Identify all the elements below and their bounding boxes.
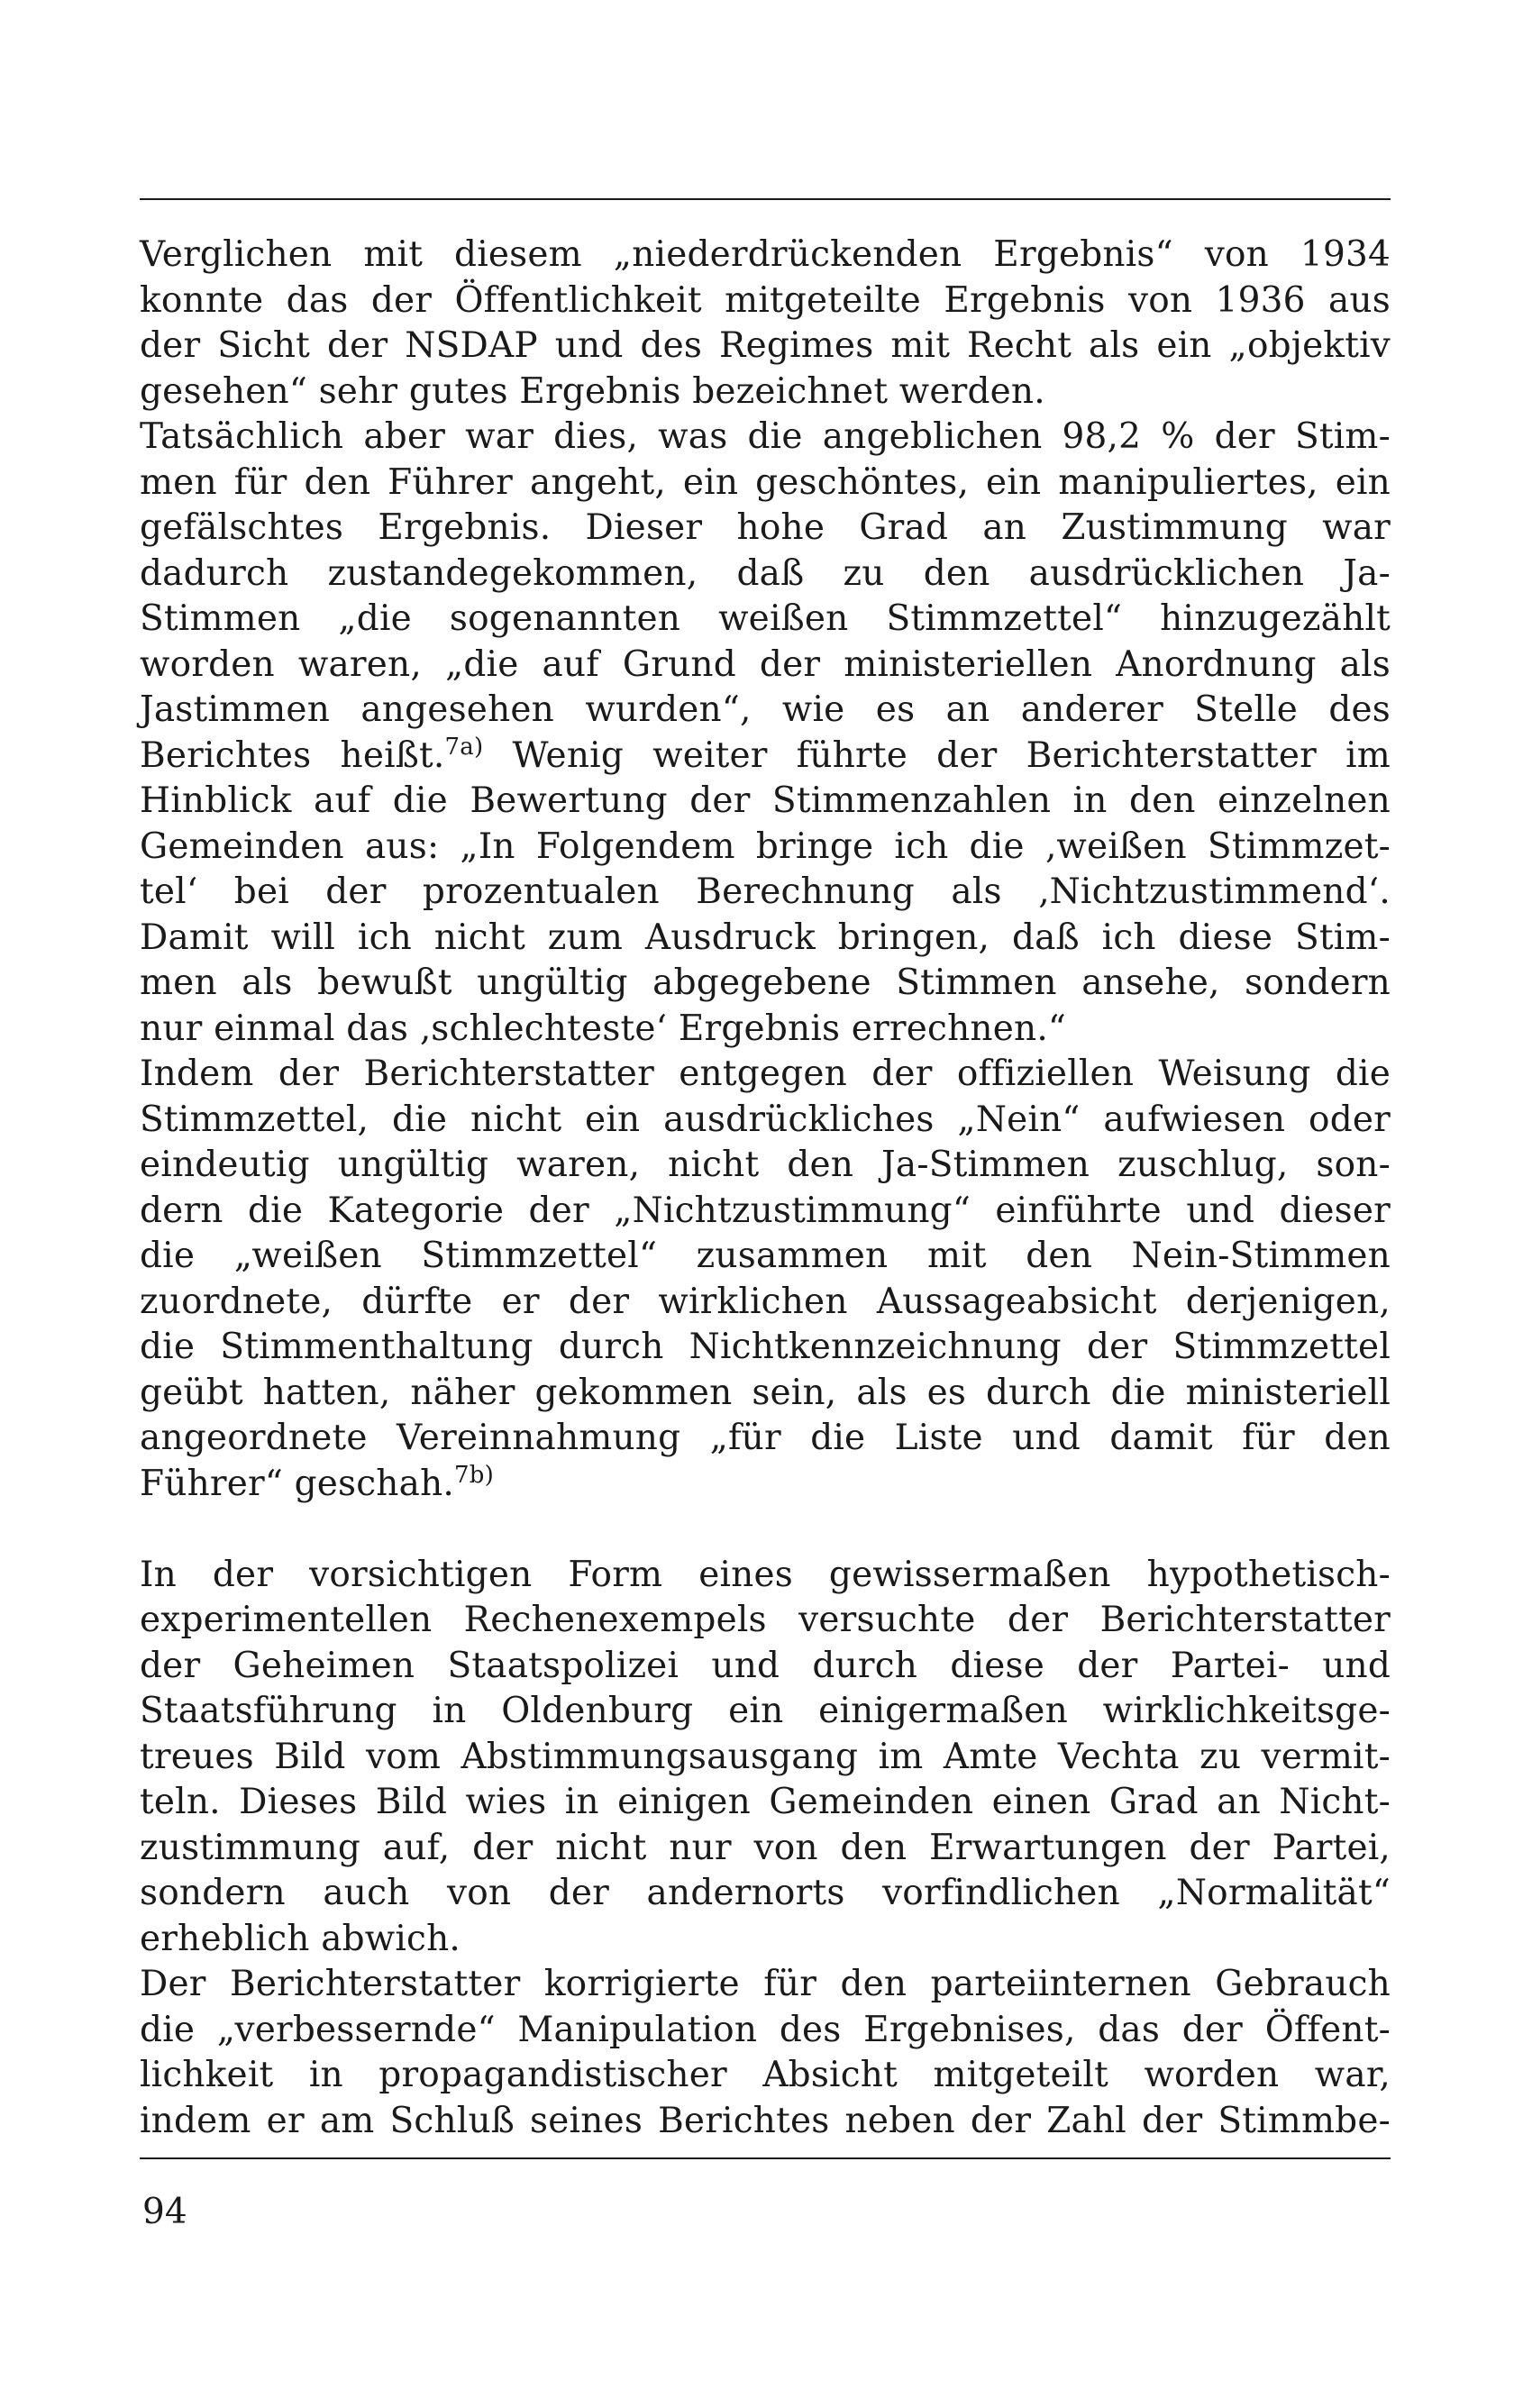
text-line-with-footnote xyxy=(140,734,1391,780)
paragraph-2 xyxy=(140,415,1391,1052)
text-segment: Wenig weiter führte der Berichterstatter im xyxy=(483,734,1391,776)
text-line: Verglichen mit diesem „niederdrückenden Ergebnis“ von 1934 xyxy=(140,234,1391,275)
text-line: Jastimmen angesehen wurden“, wie es an anderer Stelle des xyxy=(140,689,1391,730)
text-segment: Führer“ geschah. xyxy=(140,1463,454,1504)
paragraph-1 xyxy=(140,233,1391,415)
text-line: Hinblick auf die Bewertung der Stimmenzahlen in den einzelnen xyxy=(140,780,1391,821)
text-line: In der vorsichtigen Form eines gewissermaßen hypothetisch- xyxy=(140,1554,1391,1595)
text-line-with-footnote xyxy=(140,1462,1391,1508)
text-line: Der Berichterstatter korrigierte für den parteiinternen Gebrauch xyxy=(140,1964,1391,2004)
paragraph-gap xyxy=(140,1507,1391,1553)
text-line: zustimmung auf, der nicht nur von den Erwartungen der Partei, xyxy=(140,1827,1391,1868)
text-line: worden waren, „die auf Grund der ministeriellen Anordnung als xyxy=(140,643,1391,685)
paragraph-5 xyxy=(140,1962,1391,2144)
text-line: teln. Dieses Bild wies in einigen Gemeinden einen Grad an Nicht- xyxy=(140,1782,1391,1822)
text-line: Indem der Berichterstatter entgegen der offiziellen Weisung die xyxy=(140,1054,1391,1094)
paragraph-4 xyxy=(140,1553,1391,1963)
text-line: nur einmal das ‚schlechteste‘ Ergebnis errechnen.“ xyxy=(140,1008,1067,1049)
text-line: geübt hatten, näher gekommen sein, als es durch die ministeriell xyxy=(140,1372,1391,1413)
text-segment: Berichtes heißt. xyxy=(140,734,445,776)
text-line: der Geheimen Staatspolizei und durch diese der Partei- und xyxy=(140,1645,1391,1686)
page-number: 94 xyxy=(142,2192,187,2232)
top-rule xyxy=(140,198,1391,200)
text-line: konnte das der Öffentlichkeit mitgeteilte Ergebnis von 1936 aus xyxy=(140,279,1391,321)
text-line: der Sicht der NSDAP und des Regimes mit Recht als ein „objektiv xyxy=(140,325,1391,366)
text-line: men als bewußt ungültig abgegebene Stimmen ansehe, sondern xyxy=(140,962,1391,1003)
text-line: men für den Führer angeht, ein geschöntes, ein manipuliertes, ein xyxy=(140,461,1391,503)
text-line: Damit will ich nicht zum Ausdruck bringen, daß ich diese Stim- xyxy=(140,917,1391,958)
text-line: Stimmen „die sogenannten weißen Stimmzettel“ hinzugezählt xyxy=(140,598,1391,639)
text-line: dern die Kategorie der „Nichtzustimmung“ einführte und dieser xyxy=(140,1190,1391,1231)
text-line: die Stimmenthaltung durch Nichtkennzeichnung der Stimmzettel xyxy=(140,1327,1391,1367)
text-line: sondern auch von der andernorts vorfindlichen „Normalität“ xyxy=(140,1873,1391,1913)
page-body xyxy=(140,233,1391,2144)
text-line: dadurch zustandegekommen, daß zu den ausdrücklichen Ja- xyxy=(140,552,1391,594)
text-line: Staatsführung in Oldenburg ein einigermaßen wirklichkeitsge- xyxy=(140,1691,1391,1731)
text-line: angeordnete Vereinnahmung „für die Liste und damit für den xyxy=(140,1418,1391,1458)
text-line: eindeutig ungültig waren, nicht den Ja-Stimmen zuschlug, son- xyxy=(140,1145,1391,1185)
text-line: Stimmzettel, die nicht ein ausdrückliches „Nein“ aufwiesen oder xyxy=(140,1099,1391,1140)
text-line: experimentellen Rechenexempels versuchte der Berichterstatter xyxy=(140,1600,1391,1640)
text-line: gesehen“ sehr gutes Ergebnis bezeichnet werden. xyxy=(140,370,1045,412)
bottom-rule xyxy=(140,2157,1391,2159)
text-line: Tatsächlich aber war dies, was die angeblichen 98,2 % der Stim- xyxy=(140,416,1391,457)
text-line: tel‘ bei der prozentualen Berechnung als ‚Nichtzustimmend‘. xyxy=(140,871,1391,912)
footnote-ref-7a: 7a) xyxy=(444,733,484,761)
text-line: die „weißen Stimmzettel“ zusammen mit den Nein-Stimmen xyxy=(140,1236,1391,1276)
text-line: zuordnete, dürfte er der wirklichen Aussageabsicht derjenigen, xyxy=(140,1281,1391,1322)
paragraph-3 xyxy=(140,1052,1391,1507)
text-line: erheblich abwich. xyxy=(140,1918,461,1959)
text-line: die „verbessernde“ Manipulation des Ergebnises, das der Öffent- xyxy=(140,2009,1391,2050)
text-line: indem er am Schluß seines Berichtes neben der Zahl der Stimmbe- xyxy=(140,2100,1391,2141)
footnote-ref-7b: 7b) xyxy=(453,1461,494,1489)
text-line: gefälschtes Ergebnis. Dieser hohe Grad an Zustimmung war xyxy=(140,507,1391,548)
text-line: Gemeinden aus: „In Folgendem bringe ich die ‚weißen Stimmzet- xyxy=(140,825,1391,867)
text-line: lichkeit in propagandistischer Absicht mitgeteilt worden war, xyxy=(140,2055,1391,2095)
text-line: treues Bild vom Abstimmungsausgang im Amte Vechta zu vermit- xyxy=(140,1736,1391,1777)
